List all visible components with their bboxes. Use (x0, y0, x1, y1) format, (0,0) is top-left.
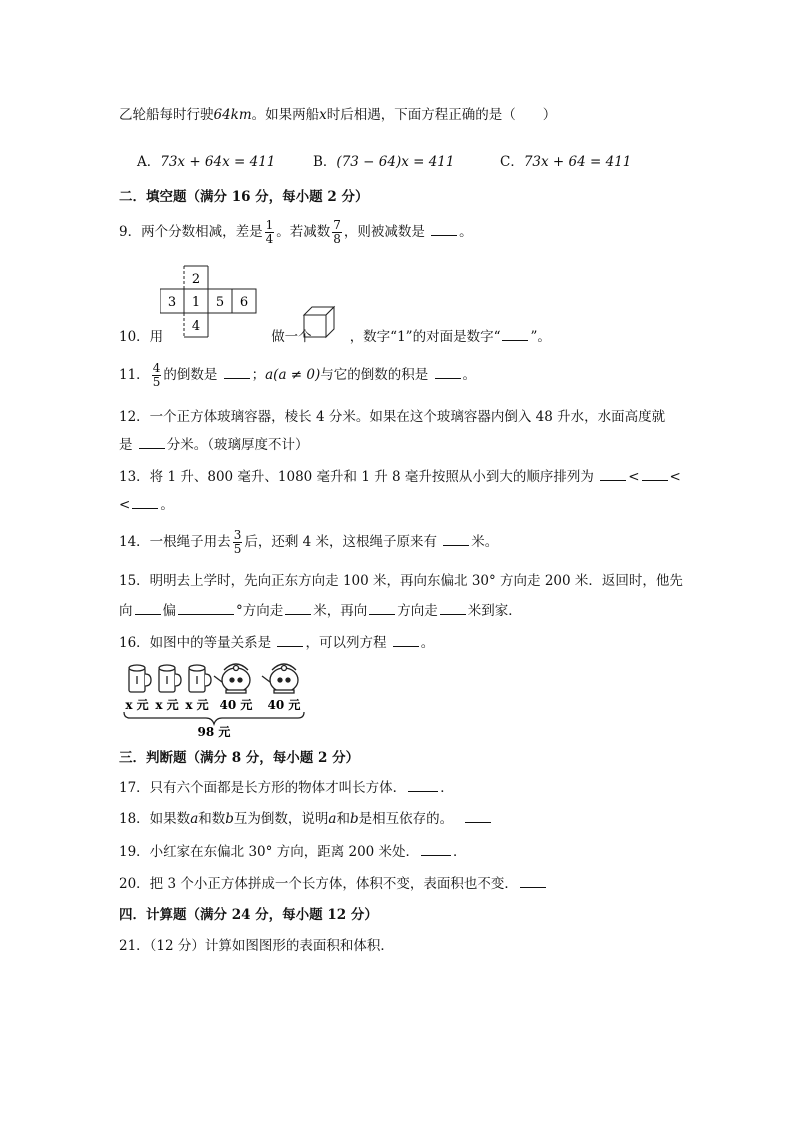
q15-blank-direction-1[interactable] (135, 602, 161, 615)
q8-stem: 乙轮船每时行驶64km。如果两船x时后相遇，下面方程正确的是（ ） (119, 107, 557, 123)
section-3-title: 三．判断题（满分 8 分，每小题 2 分） (119, 750, 360, 766)
kettle-icon (262, 664, 298, 693)
q8-option-b[interactable]: B．(73 − 64)x = 411 (313, 154, 455, 170)
q20: 20．把 3 个小正方体拼成一个长方体，体积不变，表面积也不变． (119, 875, 548, 893)
section-4-title: 四．计算题（满分 24 分，每小题 12 分） (119, 907, 378, 923)
q19: 19．小红家在东偏北 30° 方向，距离 200 米处． ． (119, 844, 467, 860)
net-square-3: 3 (167, 295, 177, 310)
q14-answer-blank[interactable] (443, 533, 469, 546)
price-figure (120, 656, 310, 740)
q15-blank-direction-2[interactable] (369, 602, 395, 615)
price-label-thermos-3: x 元 (185, 698, 209, 712)
net-square-1: 1 (191, 295, 201, 310)
q11-fraction: $\frac{4}{5}$ (152, 361, 161, 389)
q14-fraction: $\frac{3}{5}$ (233, 528, 242, 556)
q10: 10．用 做一个 ，数字“1”的对面是数字“ ”。 (119, 329, 551, 345)
svg-text:4: 4 (191, 319, 201, 334)
q12-line-2: 是 分米。（玻璃厚度不计） (119, 437, 309, 453)
q9-fraction-difference: $\frac{1}{4}$ (265, 218, 274, 246)
kettle-icon (214, 664, 250, 693)
price-label-kettle-1: 40 元 (219, 698, 253, 712)
q9-fraction-subtrahend: $\frac{7}{8}$ (333, 218, 341, 246)
q12-answer-blank[interactable] (139, 436, 165, 449)
q13-line-1: 13．将 1 升、800 毫升、1080 毫升和 1 升 8 毫升按照从小到大的顺序排列为 < < (119, 469, 681, 485)
svg-text:2: 2 (191, 272, 201, 287)
price-label-thermos-1: x 元 (125, 698, 149, 712)
thermos-icon (159, 665, 181, 692)
net-square-2 (184, 266, 208, 289)
q11: 11． $\frac{4}{5}$ 的倒数是 ；a(a ≠ 0)与它的倒数的积是 。 (119, 361, 477, 389)
q8-unit: 64km (213, 107, 252, 123)
q11-answer-blank-2[interactable] (435, 366, 461, 379)
total-price-label: 98 元 (197, 725, 231, 739)
section-2-title: 二．填空题（满分 16 分，每小题 2 分） (119, 189, 369, 205)
q21: 21．（12 分）计算如图图形的表面积和体积． (119, 938, 394, 954)
q10-answer-blank[interactable] (502, 328, 528, 341)
q8-option-a[interactable]: A．73x + 64x = 411 (137, 154, 276, 170)
q16-answer-blank-2[interactable] (393, 634, 419, 647)
thermos-icon (189, 665, 211, 692)
q13-answer-blank-2[interactable] (642, 468, 668, 481)
q16-answer-blank-1[interactable] (277, 634, 303, 647)
q18-answer-blank[interactable] (465, 810, 491, 823)
q11-answer-blank-1[interactable] (224, 366, 250, 379)
q9-answer-blank[interactable] (431, 223, 457, 236)
q13-answer-blank-3[interactable] (132, 496, 158, 509)
q8-option-c[interactable]: C．73x + 64 = 411 (500, 154, 632, 170)
q19-answer-blank[interactable] (421, 843, 451, 856)
q18: 18．如果数a和数b互为倒数，说明a和b是相互依存的。 (119, 810, 493, 828)
q13-answer-blank-1[interactable] (600, 468, 626, 481)
net-square-6: 6 (239, 295, 249, 310)
net-square-5: 5 (215, 295, 225, 310)
total-brace (124, 712, 304, 724)
q15-line-2: 向 偏 °方向走 米，再向 方向走 米到家． (119, 603, 522, 619)
q15-line-1: 15．明明去上学时，先向正东方向走 100 米，再向东偏北 30° 方向走 200 米．返回时，他先 (119, 573, 683, 589)
q13-line-2: < 。 (119, 497, 174, 513)
q14: 14．一根绳子用去 $\frac{3}{5}$ 后，还剩 4 米，这根绳子原来有 米。 (119, 528, 499, 556)
q15-blank-distance-1[interactable] (285, 602, 311, 615)
q12-line-1: 12．一个正方体玻璃容器，棱长 4 分米。如果在这个玻璃容器内倒入 48 升水，水面高度就 (119, 409, 666, 425)
q17: 17．只有六个面都是长方形的物体才叫长方体． ． (119, 780, 454, 796)
q15-blank-angle[interactable] (178, 602, 234, 615)
q17-answer-blank[interactable] (408, 779, 438, 792)
q9: 9．两个分数相减，差是 $\frac{1}{4}$ 。若减数 $\frac{7}{8}$ ，则被减数是 。 (119, 218, 473, 246)
price-label-thermos-2: x 元 (155, 698, 179, 712)
price-label-kettle-2: 40 元 (267, 698, 301, 712)
q16: 16．如图中的等量关系是 ，可以列方程 。 (119, 635, 435, 651)
thermos-icon (129, 665, 151, 692)
q20-answer-blank[interactable] (520, 875, 546, 888)
q15-blank-distance-2[interactable] (440, 602, 466, 615)
